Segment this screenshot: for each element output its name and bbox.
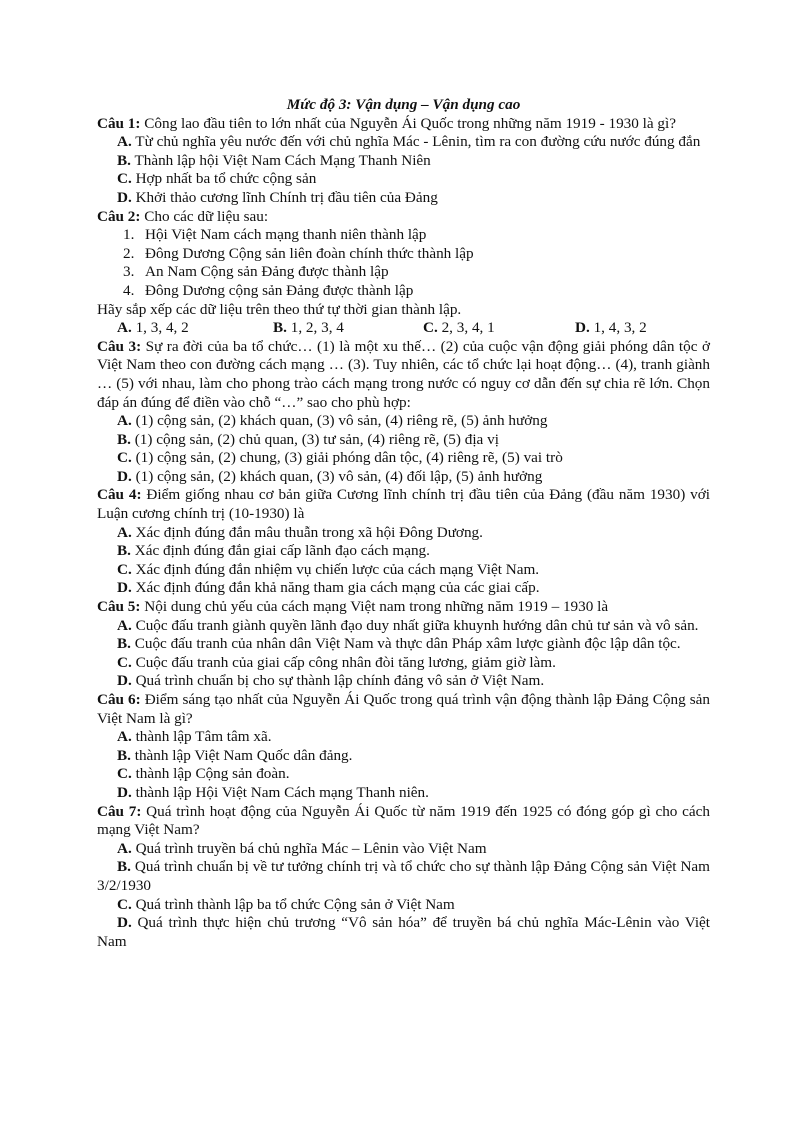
question-stem xyxy=(97,598,710,617)
option-b xyxy=(97,635,710,654)
option-key: A. xyxy=(117,839,132,857)
options-row xyxy=(117,319,710,338)
option-key: A. xyxy=(117,319,132,337)
question-7 xyxy=(97,803,710,952)
option-d xyxy=(575,319,647,338)
question-4 xyxy=(97,486,710,598)
option-key: B. xyxy=(273,319,287,337)
option-text: (1) cộng sản, (2) khách quan, (3) vô sản, (4) đối lập, (5) ảnh hưởng xyxy=(131,467,543,485)
question-text: Công lao đầu tiên to lớn nhất của Nguyễn Ái Quốc trong những năm 1919 - 1930 là gì? xyxy=(140,114,676,132)
question-label: Câu 6: xyxy=(97,691,141,708)
list-number: 2. xyxy=(123,244,135,262)
option-key: B. xyxy=(117,746,131,764)
option-c xyxy=(117,765,710,784)
option-key: B. xyxy=(117,151,131,169)
question-label: Câu 7: xyxy=(97,802,142,820)
option-a xyxy=(97,133,710,152)
numbered-list xyxy=(97,226,710,300)
question-text: Điểm giống nhau cơ bản giữa Cương lĩnh chính trị đầu tiên của Đảng (đầu năm 1930) với Luận cương chính trị (10-1930) là xyxy=(97,486,710,523)
option-b xyxy=(117,431,710,450)
option-text: Cuộc đấu tranh giành quyền lãnh đạo duy nhất giữa khuynh hướng dân chủ tư sản và vô sản. xyxy=(131,616,699,634)
option-b xyxy=(117,542,710,561)
option-d xyxy=(97,914,710,951)
option-key: B. xyxy=(117,542,131,560)
option-b xyxy=(273,319,423,338)
option-a xyxy=(117,319,273,338)
option-text: (1) cộng sản, (2) chung, (3) giải phóng dân tộc, (4) riêng rẽ, (5) vai trò xyxy=(131,449,563,467)
option-d xyxy=(117,784,710,803)
question-1 xyxy=(97,115,710,208)
option-text: (1) cộng sản, (2) khách quan, (3) vô sản, (4) riêng rẽ, (5) ảnh hưởng xyxy=(131,412,548,430)
option-key: B. xyxy=(117,430,131,448)
option-b xyxy=(97,858,710,895)
question-text: Nội dung chủ yếu của cách mạng Việt nam trong những năm 1919 – 1930 là xyxy=(140,598,609,616)
option-key: D. xyxy=(117,579,132,597)
option-d xyxy=(117,579,710,598)
option-a xyxy=(117,840,710,859)
page-title: Mức độ 3: Vận dụng – Vận dụng cao xyxy=(286,96,521,113)
option-key: A. xyxy=(117,616,132,634)
option-text: thành lập Việt Nam Quốc dân đảng. xyxy=(130,746,353,764)
option-d xyxy=(117,189,710,208)
list-number: 1. xyxy=(123,226,135,244)
option-text: Quá trình truyền bá chủ nghĩa Mác – Lênin vào Việt Nam xyxy=(131,839,487,857)
option-c xyxy=(117,654,710,673)
option-text: Thành lập hội Việt Nam Cách Mạng Thanh Niên xyxy=(130,151,431,169)
question-stem xyxy=(97,208,710,227)
question-label: Câu 5: xyxy=(97,598,141,616)
option-text: thành lập Tâm tâm xã. xyxy=(131,728,272,746)
option-key: D. xyxy=(117,188,132,206)
option-key: C. xyxy=(117,449,132,467)
question-text: Quá trình hoạt động của Nguyễn Ái Quốc từ năm 1919 đến 1925 có đóng góp gì cho cách mạng Việt Nam? xyxy=(97,802,710,839)
question-2 xyxy=(97,208,710,338)
question-label: Câu 2: xyxy=(97,207,141,225)
option-a xyxy=(117,412,710,431)
option-text: Quá trình chuẩn bị về tư tưởng chính trị và tổ chức cho sự thành lập Đảng Cộng sản Việt Nam 3/2/1930 xyxy=(97,858,710,894)
option-key: A. xyxy=(117,133,132,151)
question-label: Câu 3: xyxy=(97,337,142,355)
list-number: 3. xyxy=(123,263,135,281)
option-text: 1, 4, 3, 2 xyxy=(589,319,647,337)
question-3 xyxy=(97,338,710,487)
question-stem xyxy=(97,338,710,412)
option-d xyxy=(117,672,710,691)
option-text: 1, 2, 3, 4 xyxy=(286,319,344,337)
option-a xyxy=(97,617,710,636)
option-key: A. xyxy=(117,412,132,430)
option-a xyxy=(117,728,710,747)
list-text: Đông Dương cộng sản Đảng được thành lập xyxy=(145,281,414,299)
question-text: Sự ra đời của ba tổ chức… (1) là một xu thế… (2) của cuộc vận động giải phóng dân tộc ở Việt Nam theo con đường cách mạng … (3). Tuy nhiên, các tổ chức lại hoạt động… (4), tranh giành … (5) với nhau, làm cho phong trào cách mạng trong nước có nguy cơ dẫn đến sự chia rẽ lớn. Chọn đáp án đúng để điền vào chỗ “…” sao cho phù hợp: xyxy=(97,337,710,411)
list-item xyxy=(123,263,710,282)
question-6 xyxy=(97,691,710,803)
option-key: A. xyxy=(117,728,132,746)
option-d xyxy=(117,468,710,487)
option-c xyxy=(117,561,710,580)
option-key: D. xyxy=(117,914,132,932)
option-c xyxy=(117,170,710,189)
option-text: Quá trình chuẩn bị cho sự thành lập chính đảng vô sản ở Việt Nam. xyxy=(131,672,545,690)
option-text: Xác định đúng đắn khả năng tham gia cách mạng của các giai cấp. xyxy=(131,579,540,597)
option-key: B. xyxy=(117,858,131,876)
option-text: Xác định đúng đắn giai cấp lãnh đạo cách mạng. xyxy=(130,542,430,560)
option-b xyxy=(117,747,710,766)
option-text: Xác định đúng đắn nhiệm vụ chiến lược của cách mạng Việt Nam. xyxy=(131,560,540,578)
list-number: 4. xyxy=(123,281,135,299)
question-text: Cho các dữ liệu sau: xyxy=(140,207,269,225)
list-item xyxy=(123,282,710,301)
option-text: thành lập Cộng sản đoàn. xyxy=(131,765,290,783)
option-key: C. xyxy=(117,765,132,783)
option-text: thành lập Hội Việt Nam Cách mạng Thanh niên. xyxy=(131,783,429,801)
question-stem xyxy=(97,115,710,134)
option-key: D. xyxy=(117,467,132,485)
option-text: Xác định đúng đắn mâu thuẫn trong xã hội Đông Dương. xyxy=(131,523,483,541)
list-text: Đông Dương Cộng sản liên đoàn chính thức thành lập xyxy=(145,244,474,262)
option-text: Hợp nhất ba tổ chức cộng sản xyxy=(131,170,317,188)
option-key: C. xyxy=(117,653,132,671)
option-key: A. xyxy=(117,523,132,541)
option-text: Cuộc đấu tranh của giai cấp công nhân đòi tăng lương, giảm giờ làm. xyxy=(131,653,556,671)
question-label: Câu 1: xyxy=(97,114,141,132)
option-key: C. xyxy=(117,170,132,188)
option-key: D. xyxy=(117,672,132,690)
option-key: C. xyxy=(117,895,132,913)
list-text: Hội Việt Nam cách mạng thanh niên thành lập xyxy=(145,226,427,244)
option-key: D. xyxy=(575,319,590,337)
option-text: Quá trình thành lập ba tổ chức Cộng sản ở Việt Nam xyxy=(131,895,455,913)
list-item xyxy=(123,226,710,245)
option-a xyxy=(117,524,710,543)
option-c xyxy=(423,319,575,338)
list-item xyxy=(123,245,710,264)
question-prompt: Hãy sắp xếp các dữ liệu trên theo thứ tự thời gian thành lập. xyxy=(97,300,462,318)
question-stem xyxy=(97,486,710,523)
question-label: Câu 4: xyxy=(97,486,142,504)
option-b xyxy=(117,152,710,171)
question-5 xyxy=(97,598,710,691)
question-text: Điểm sáng tạo nhất của Nguyễn Ái Quốc trong quá trình vận động thành lập Đảng Cộng sản Việt Nam là gì? xyxy=(97,691,710,727)
question-stem xyxy=(97,691,710,728)
option-text: Quá trình thực hiện chủ trương “Vô sản hóa” để truyền bá chủ nghĩa Mác-Lênin vào Việt Nam xyxy=(97,914,710,950)
question-stem xyxy=(97,803,710,840)
option-text: 2, 3, 4, 1 xyxy=(437,319,495,337)
option-key: D. xyxy=(117,783,132,801)
option-c xyxy=(117,896,710,915)
list-text: An Nam Cộng sản Đảng được thành lập xyxy=(145,263,389,281)
option-text: Cuộc đấu tranh của nhân dân Việt Nam và thực dân Pháp xâm lược giành độc lập dân tộc. xyxy=(130,635,681,653)
option-key: C. xyxy=(117,560,132,578)
option-text: Khởi thảo cương lĩnh Chính trị đầu tiên của Đảng xyxy=(131,188,438,206)
option-text: Từ chủ nghĩa yêu nước đến với chủ nghĩa Mác - Lênin, tìm ra con đường cứu nước đúng đắn xyxy=(131,133,701,151)
option-c xyxy=(117,449,710,468)
option-key: B. xyxy=(117,635,131,653)
option-key: C. xyxy=(423,319,438,337)
option-text: (1) cộng sản, (2) chủ quan, (3) tư sản, (4) riêng rẽ, (5) địa vị xyxy=(130,430,499,448)
option-text: 1, 3, 4, 2 xyxy=(131,319,189,337)
